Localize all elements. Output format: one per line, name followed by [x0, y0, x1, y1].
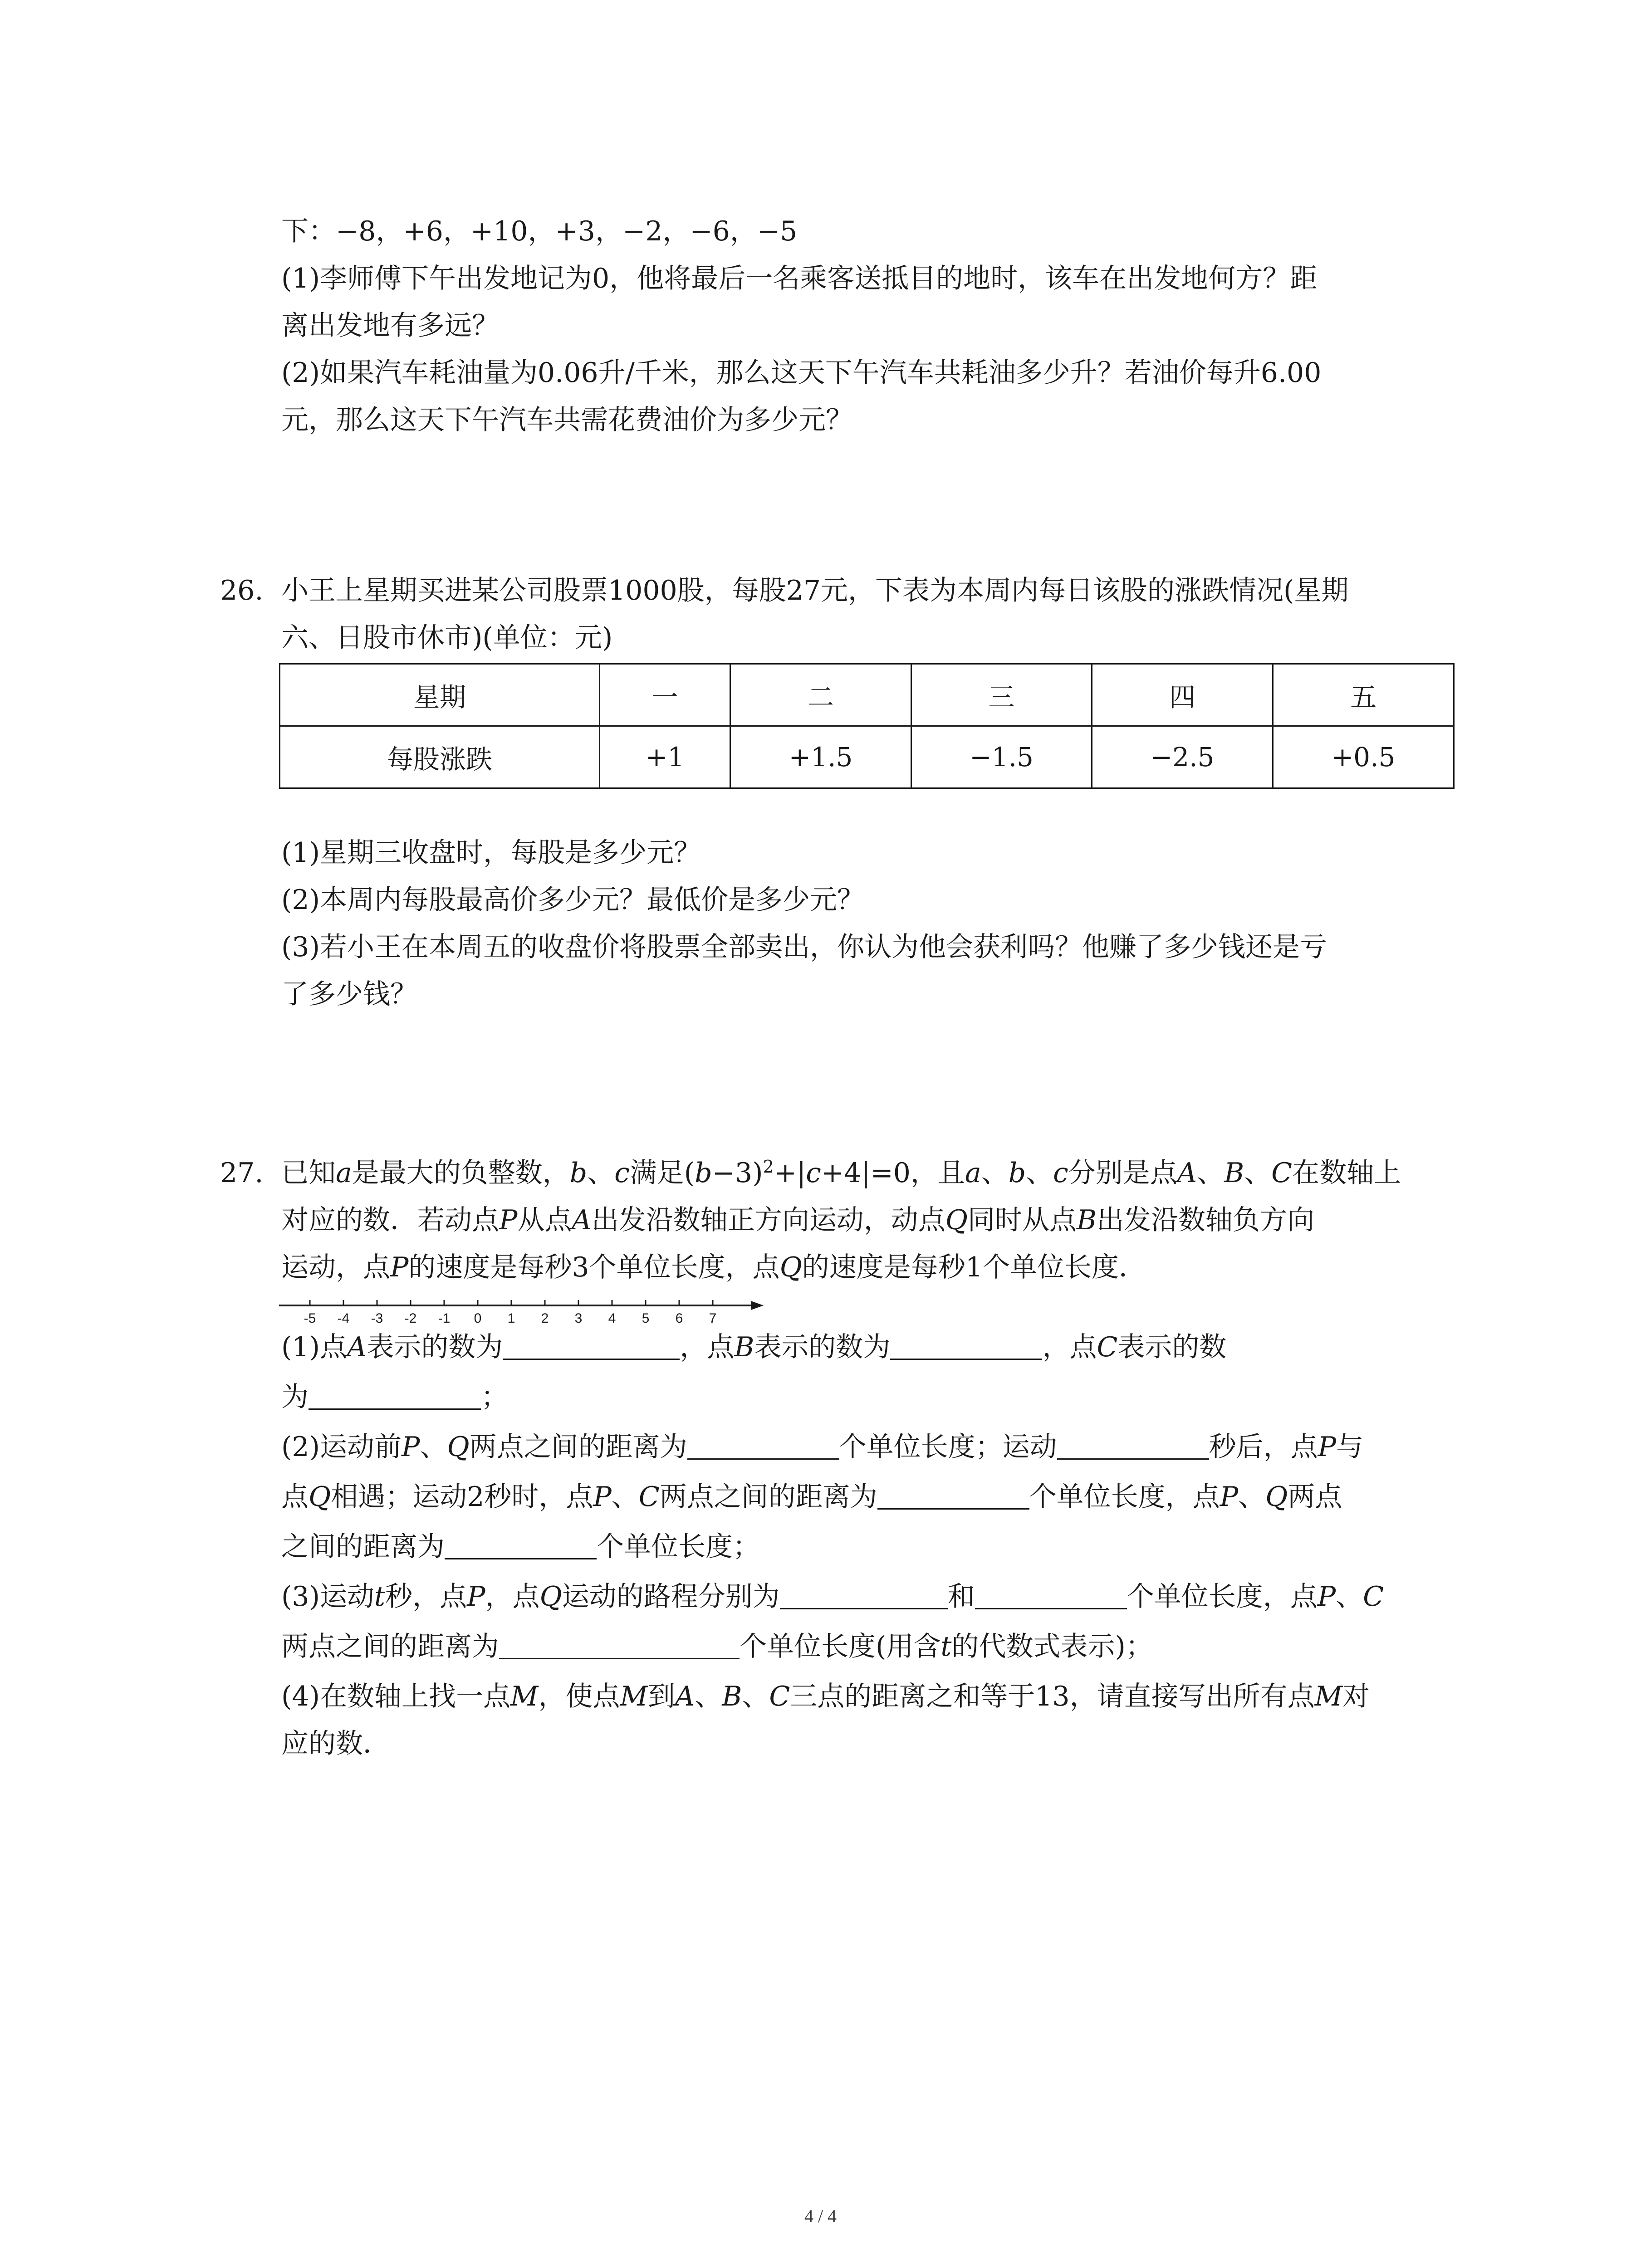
axis-tick-label: 6: [675, 1311, 683, 1326]
answer-blank[interactable]: [445, 1531, 597, 1559]
table-header-row: [280, 664, 1454, 726]
table-cell: 一: [600, 664, 730, 726]
axis-tick-label: 5: [642, 1311, 650, 1326]
number-line-arrow-icon: [751, 1301, 764, 1310]
q26-part2: (2)本周内每股最高价多少元？最低价是多少元？: [281, 884, 864, 916]
table-cell: 星期: [280, 664, 600, 726]
axis-tick-label: -1: [438, 1311, 451, 1326]
q27-part4-line2: 应的数．: [281, 1728, 390, 1760]
table-row: [280, 726, 1454, 788]
answer-blank[interactable]: [687, 1431, 839, 1460]
table-cell: +0.5: [1273, 726, 1454, 788]
axis-tick-label: -2: [404, 1311, 417, 1326]
q25-part1-line1: (1)李师傅下午出发地记为0，他将最后一名乘客送抵目的地时，该车在出发地何方？距: [281, 263, 1318, 294]
table-cell: 五: [1273, 664, 1454, 726]
answer-blank[interactable]: [877, 1481, 1029, 1510]
q27-stem-line1: 已知a是最大的负整数，b、c满足$(b-3)^2+|c+4|=0$，且a、b、c分别是点A、B、C在数轴上: [281, 1157, 1401, 1189]
table-cell: 四: [1092, 664, 1273, 726]
answer-blank[interactable]: [499, 1631, 740, 1659]
table-cell: +1.5: [730, 726, 911, 788]
q27-part3-line1: (3)运动t秒，点P，点Q运动的路程分别为 和 个单位长度，点P、C: [281, 1581, 1384, 1613]
answer-blank[interactable]: [890, 1331, 1042, 1360]
table-cell: −2.5: [1092, 726, 1273, 788]
page-number: 4 / 4: [804, 2206, 837, 2226]
q27-stem-line3: 运动，点P的速度是每秒3个单位长度，点Q的速度是每秒1个单位长度．: [281, 1251, 1146, 1283]
axis-tick-label: 7: [709, 1311, 717, 1326]
q25-part1-line2: 离出发地有多远？: [281, 310, 499, 342]
q25-part2-line1: (2)如果汽车耗油量为0.06升/千米，那么这天下午汽车共耗油多少升？若油价每升6.00: [281, 357, 1322, 389]
table-cell: 每股涨跌: [280, 726, 600, 788]
q26-part3-line2: 了多少钱？: [281, 978, 417, 1010]
axis-tick-label: -5: [304, 1311, 316, 1326]
q27-part3-line2: 两点之间的距离为 个单位长度(用含t的代数式表示)；: [281, 1631, 1153, 1662]
q25-part2-line2: 元，那么这天下午汽车共需花费油价为多少元？: [281, 404, 853, 436]
q26-number: 26.: [220, 575, 264, 606]
q27-number: 27.: [220, 1157, 264, 1189]
axis-tick-label: 4: [608, 1311, 616, 1326]
table-cell: +1: [600, 726, 730, 788]
q25-data-line: 下：−8，+6，+10，+3，−2，−6，−5: [281, 215, 798, 247]
q26-part1: (1)星期三收盘时，每股是多少元？: [281, 837, 701, 869]
q27-part2-line3: 之间的距离为 个单位长度；: [281, 1531, 760, 1563]
number-line: [279, 1300, 769, 1332]
answer-blank[interactable]: [309, 1381, 481, 1410]
answer-blank[interactable]: [503, 1331, 680, 1360]
table-cell: 二: [730, 664, 911, 726]
q27-part2-line1: (2)运动前P、Q两点之间的距离为 个单位长度；运动 秒后，点P与: [281, 1431, 1363, 1463]
q26-stem-line1: 小王上星期买进某公司股票1000股，每股27元，下表为本周内每日该股的涨跌情况(星期: [281, 575, 1349, 606]
q27-part4-line1: (4)在数轴上找一点M，使点M到A、B、C三点的距离之和等于13，请直接写出所有点M对: [281, 1681, 1370, 1712]
q26-part3-line1: (3)若小王在本周五的收盘价将股票全部卖出，你认为他会获利吗？他赚了多少钱还是亏: [281, 931, 1327, 963]
q27-part1-line2: 为 ；: [281, 1381, 508, 1413]
q27-stem-line2: 对应的数．若动点P从点A出发沿数轴正方向运动，动点Q同时从点B出发沿数轴负方向: [281, 1204, 1315, 1236]
answer-blank[interactable]: [1057, 1431, 1209, 1460]
axis-tick-label: -3: [371, 1311, 383, 1326]
table-cell: 三: [911, 664, 1092, 726]
q27-part1-line1: (1)点A表示的数为 ，点B表示的数为 ，点C表示的数: [281, 1331, 1227, 1363]
axis-tick-label: 2: [541, 1311, 549, 1326]
axis-tick-label: -4: [337, 1311, 350, 1326]
q26-stem-line2: 六、日股市休市)(单位：元): [281, 622, 613, 654]
q27-part2-line2: 点Q相遇；运动2秒时，点P、C两点之间的距离为 个单位长度，点P、Q两点: [281, 1481, 1342, 1513]
axis-tick-label: 3: [574, 1311, 583, 1326]
answer-blank[interactable]: [975, 1581, 1127, 1609]
axis-tick-label: 0: [474, 1311, 482, 1326]
table-cell: −1.5: [911, 726, 1092, 788]
axis-tick-label: 1: [507, 1311, 515, 1326]
answer-blank[interactable]: [780, 1581, 948, 1609]
q26-price-table: [279, 663, 1455, 789]
